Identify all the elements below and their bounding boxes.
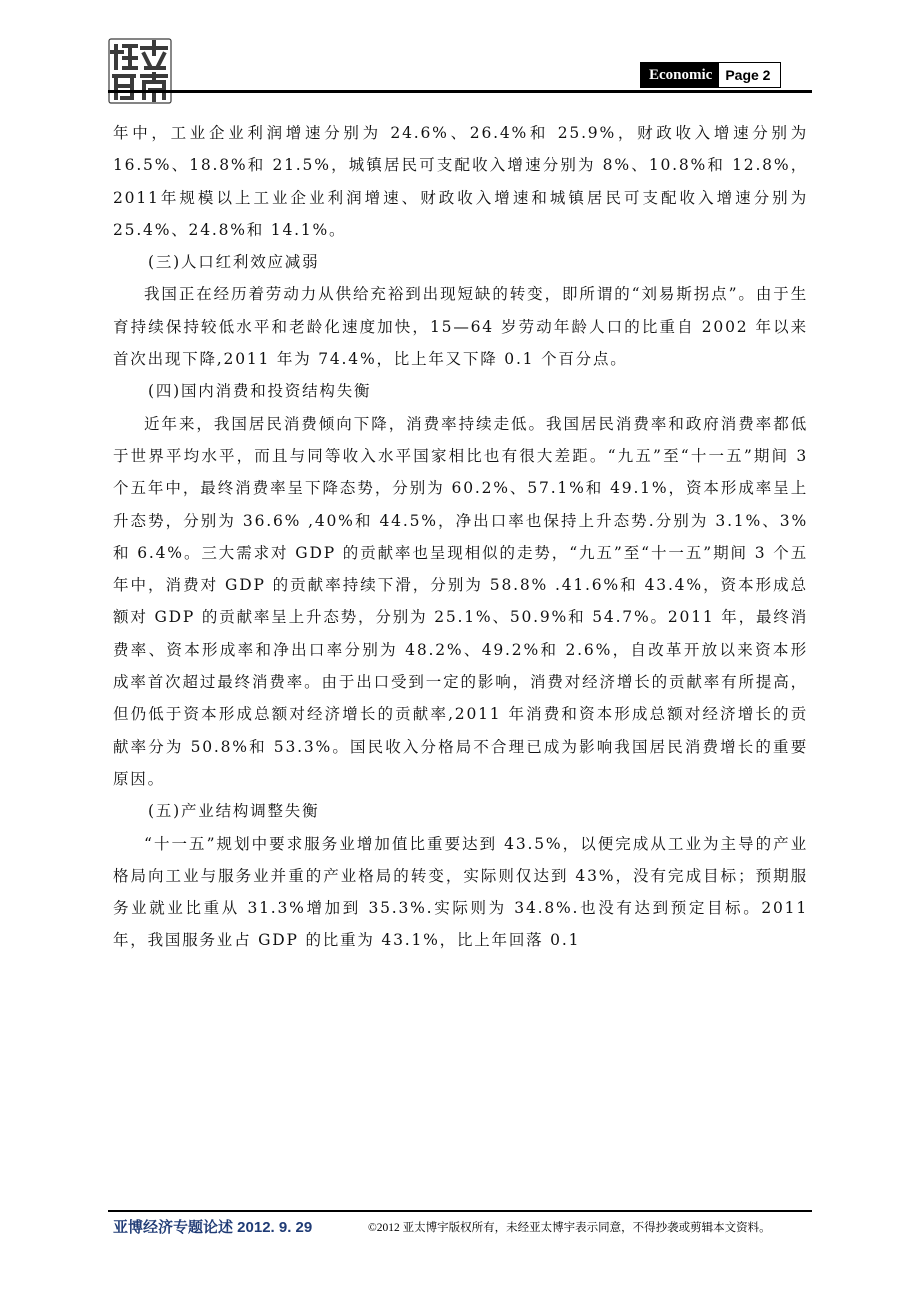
footer-copyright: ©2012 亚太博宇版权所有，未经亚太博宇表示同意，不得抄袭或剪辑本文资料。 bbox=[368, 1222, 771, 1234]
company-logo bbox=[108, 38, 172, 104]
heading-industrial-structure: (五)产业结构调整失衡 bbox=[148, 802, 320, 821]
footer-rule bbox=[108, 1210, 812, 1212]
paragraph-services-share: “十一五”规划中要求服务业增加值比重要达到 43.5%，以便完成从工业为主导的产业格局向工业与服务业并重的产业格局的转变，实际则仅达到 43%，没有完成目标；预期服务业就业比重从 31.3%增加到 35.3%.实际则为 34.8%.也没有达到预定目标。2011 年，我国服务业占 GDP 的比重为 43.1%，比上年回落 0.1 bbox=[113, 834, 808, 950]
section-label: Economic bbox=[641, 63, 719, 87]
header-rule bbox=[108, 90, 812, 93]
logo-seal-icon bbox=[108, 38, 172, 104]
paragraph-lewis-point: 我国正在经历着劳动力从供给充裕到出现短缺的转变，即所谓的“刘易斯拐点”。由于生育持续保持较低水平和老龄化速度加快，15—64 岁劳动年龄人口的比重自 2002 年以来首次出现下降,2011 年为 74.4%，比上年又下降 0.1 个百分点。 bbox=[113, 285, 808, 369]
heading-demographic-dividend: (三)人口红利效应减弱 bbox=[148, 253, 320, 272]
paragraph-consumption-rates: 近年来，我国居民消费倾向下降，消费率持续走低。我国居民消费率和政府消费率都低于世界平均水平，而且与同等收入水平国家相比也有很大差距。“九五”至“十一五”期间 3 个五年中，最终消费率呈下降态势，分别为 60.2%、57.1%和 49.1%，资本形成率呈上升态势，分别为 36.6% ,40%和 44.5%，净出口率也保持上升态势.分别为 3.1%、3%和 6.4%。三大需求对 GDP 的贡献率也呈现相似的走势，“九五”至“十一五”期间 3 个五年中，消费对 GDP 的贡献率持续下滑，分别为 58.8% .41.6%和 43.4%，资本形成总额对 GDP 的贡献率呈上升态势，分别为 25.1%、50.9%和 54.7%。2011 年，最终消费率、资本形成率和净出口率分别为 48.2%、49.2%和 2.6%，自改革开放以来资本形成率首次超过最终消费率。由于出口受到一定的影响，消费对经济增长的贡献率有所提高，但仍低于资本形成总额对经济增长的贡献率,2011 年消费和资本形成总额对经济增长的贡献率分为 50.8%和 53.3%。国民收入分格局不合理已成为影响我国居民消费增长的重要原因。 bbox=[113, 414, 808, 788]
footer-title-date: 亚博经济专题论述 2012. 9. 29 bbox=[113, 1219, 313, 1236]
document-body bbox=[113, 117, 808, 957]
heading-consumption-investment: (四)国内消费和投资结构失衡 bbox=[148, 382, 372, 401]
page-header-box bbox=[640, 62, 781, 88]
page-number: Page 2 bbox=[719, 63, 780, 87]
paragraph-profit-growth: 年中，工业企业利润增速分别为 24.6%、26.4%和 25.9%，财政收入增速分别为16.5%、18.8%和 21.5%，城镇居民可支配收入增速分别为 8%、10.8%和 12.8%，2011年规模以上工业企业利润增速、财政收入增速和城镇居民可支配收入增速分别为25.4%、24.8%和 14.1%。 bbox=[113, 124, 808, 239]
